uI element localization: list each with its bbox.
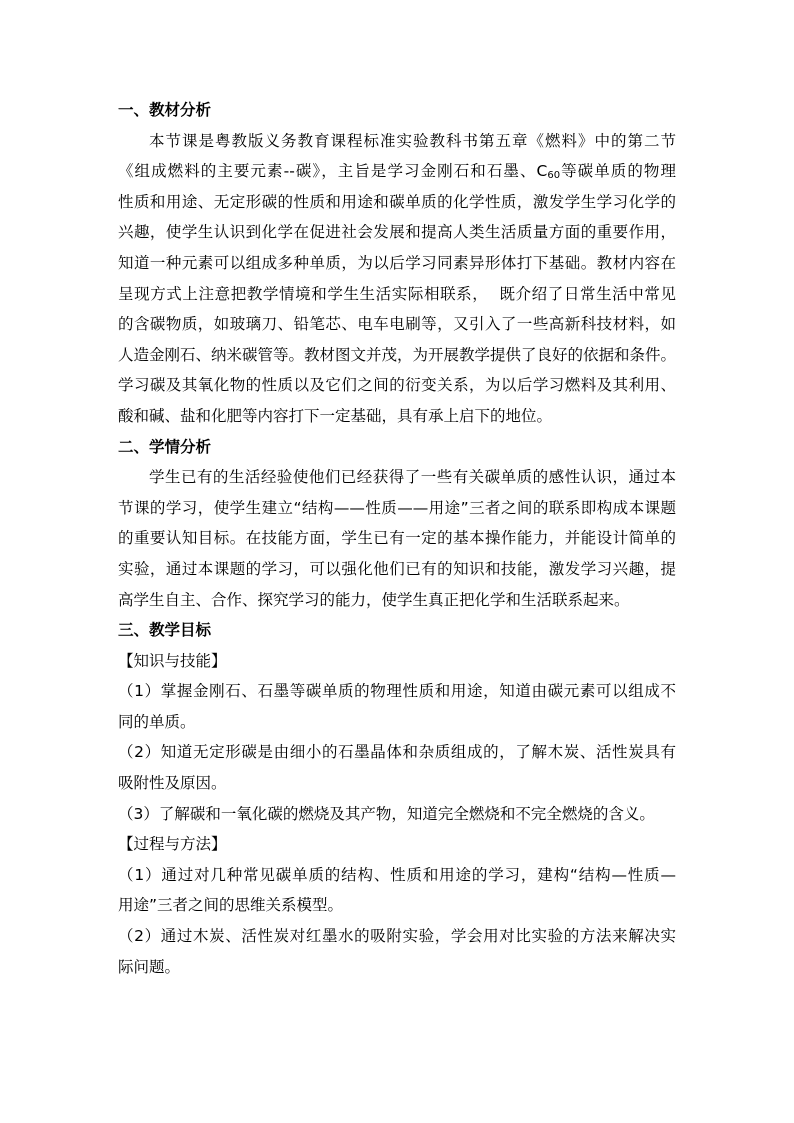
goal-line: 吸附性及原因。 bbox=[118, 774, 227, 793]
paragraph-line: 酸和碱、盐和化肥等内容打下一定基础，具有承上启下的地位。 bbox=[118, 406, 553, 425]
paragraph-line: 高学生自主、合作、探究学习的能力，使学生真正把化学和生活联系起来。 bbox=[118, 590, 630, 609]
paragraph-line: 人造金刚石、纳米碳管等。教材图文并茂，为开展教学提供了良好的依据和条件。 bbox=[118, 345, 676, 364]
paragraph-line: 呈现方式上注意把教学情境和学生生活实际相联系， 既介绍了日常生活中常见 bbox=[118, 284, 676, 303]
goal-line: （1）通过对几种常见碳单质的结构、性质和用途的学习，建构“结构—性质— bbox=[118, 865, 676, 884]
section-heading-teaching-goals: 三、教学目标 bbox=[118, 621, 212, 640]
paragraph-line: 知道一种元素可以组成多种单质，为以后学习同素异形体打下基础。教材内容在 bbox=[118, 253, 676, 272]
text-segment: 《组成燃料的主要元素--碳》，主旨是学习金刚石和石墨、C bbox=[118, 162, 548, 181]
paragraph-line: 的含碳物质，如玻璃刀、铅笔芯、电车电刷等，又引入了一些高新科技材料，如 bbox=[118, 315, 676, 334]
subheading-process-methods: 【过程与方法】 bbox=[118, 835, 227, 854]
paragraph-line: 兴趣，使学生认识到化学在促进社会发展和提高人类生活质量方面的重要作用， bbox=[118, 223, 676, 242]
goal-line: （1）掌握金刚石、石墨等碳单质的物理性质和用途，知道由碳元素可以组成不 bbox=[118, 682, 676, 701]
paragraph-line: 本节课是粤教版义务教育课程标准实验教科书第五章《燃料》中的第二节 bbox=[149, 131, 676, 150]
goal-line: 用途”三者之间的思维关系模型。 bbox=[118, 896, 344, 915]
paragraph-line: 实验，通过本课题的学习，可以强化他们已有的知识和技能，激发学习兴趣，提 bbox=[118, 559, 676, 578]
document-page bbox=[118, 95, 676, 982]
paragraph-line: 的重要认知目标。在技能方面，学生已有一定的基本操作能力，并能设计简单的 bbox=[118, 529, 676, 548]
paragraph-line: 学习碳及其氧化物的性质以及它们之间的衍变关系，为以后学习燃料及其利用、 bbox=[118, 376, 676, 395]
subscript-60: 60 bbox=[547, 170, 561, 182]
paragraph-line: 性质和用途、无定形碳的性质和用途和碳单质的化学性质，激发学生学习化学的 bbox=[118, 192, 676, 211]
section-heading-learner-analysis: 二、学情分析 bbox=[118, 437, 212, 456]
goal-line: （3）了解碳和一氧化碳的燃烧及其产物，知道完全燃烧和不完全燃烧的含义。 bbox=[118, 804, 655, 823]
text-segment: 等碳单质的物理 bbox=[560, 162, 676, 181]
section-heading-textbook-analysis: 一、教材分析 bbox=[118, 101, 212, 119]
subheading-knowledge-skills: 【知识与技能】 bbox=[118, 651, 227, 670]
paragraph-line bbox=[118, 156, 676, 187]
goal-line: （2）知道无定形碳是由细小的石墨晶体和杂质组成的，了解木炭、活性炭具有 bbox=[118, 743, 676, 762]
goal-line: （2）通过木炭、活性炭对红墨水的吸附实验，学会用对比实验的方法来解决实 bbox=[118, 927, 676, 946]
paragraph-line: 学生已有的生活经验使他们已经获得了一些有关碳单质的感性认识，通过本 bbox=[149, 468, 676, 487]
paragraph-line: 节课的学习，使学生建立“结构——性质——用途”三者之间的联系即构成本课题 bbox=[118, 498, 676, 517]
goal-line: 同的单质。 bbox=[118, 712, 196, 731]
goal-line: 际问题。 bbox=[118, 957, 181, 976]
